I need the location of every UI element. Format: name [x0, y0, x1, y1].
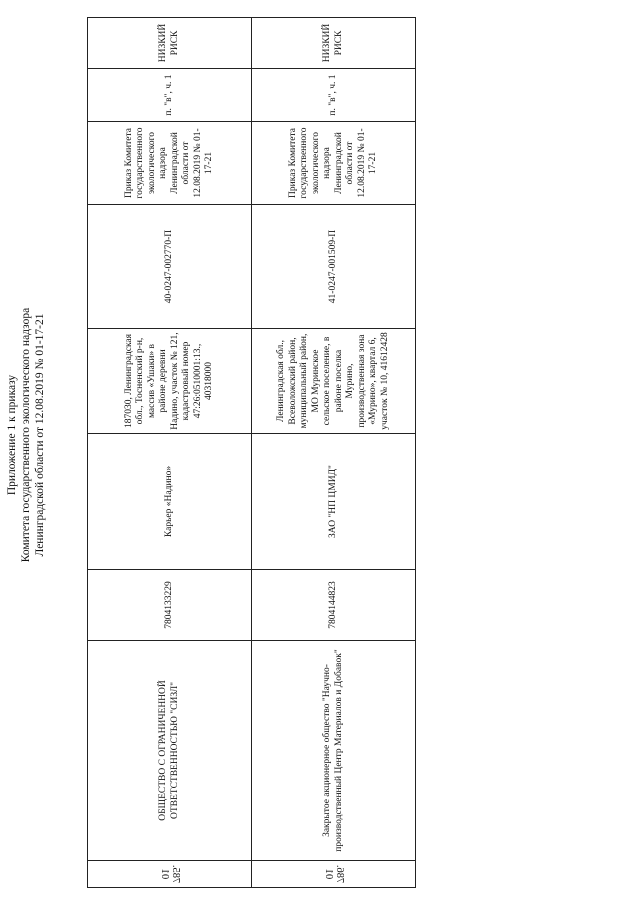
row-number: 785.01 — [88, 861, 252, 888]
inn-cell: 7804144823 — [252, 570, 416, 641]
inn-cell: 7804133229 — [88, 570, 252, 641]
appendix-title: Приложение 1 к приказу — [6, 374, 18, 496]
criterion-cell: п. "в", ч. 1 — [252, 69, 416, 122]
committee-name: Комитета государственного экологического надзора — [20, 307, 32, 563]
object-address: 187030, Ленинградская обл., Тосненский р-н, массив «Ушаки» в районе деревни Надино, участок № 121, кадастровый номер 47:26:0510001:13., 40318000 — [88, 329, 252, 434]
criterion-cell: п. "в", ч. 1 — [88, 69, 252, 122]
object-code: 41-0247-001509-П — [252, 205, 416, 329]
object-address: Ленинградская обл., Всеволожский район, муниципальный район, МО Муринское сельское поселение, в районе поселка Мурино, производственная зона «Мурино», квартал 6, участок № 10, 41612428 — [252, 329, 416, 434]
order-cell: Приказ Комитета государственного экологического надзора Ленинградской области от 12.08.2019 № 01-17-21 — [252, 122, 416, 205]
order-cell: Приказ Комитета государственного экологического надзора Ленинградской области от 12.08.2019 № 01-17-21 — [88, 122, 252, 205]
organization-name: ОБЩЕСТВО С ОГРАНИЧЕННОЙ ОТВЕТСТВЕННОСТЬЮ "СИЗЛ" — [88, 641, 252, 861]
table-row — [252, 18, 416, 888]
row-number: 786.01 — [252, 861, 416, 888]
register-table — [87, 17, 416, 888]
risk-category: НИЗКИЙ РИСК — [88, 18, 252, 69]
order-reference: Ленинградской области от 12.08.2019 № 01-17-21 — [34, 313, 46, 557]
risk-category: НИЗКИЙ РИСК — [252, 18, 416, 69]
object-name: Карьер «Надино» — [88, 434, 252, 570]
organization-name: Закрытое акционерное общество "Научно-производственный Центр Материалов и Добавок" — [252, 641, 416, 861]
table-row — [88, 18, 252, 888]
object-name: ЗАО "НП ЦМИД" — [252, 434, 416, 570]
object-code: 40-0247-002770-П — [88, 205, 252, 329]
